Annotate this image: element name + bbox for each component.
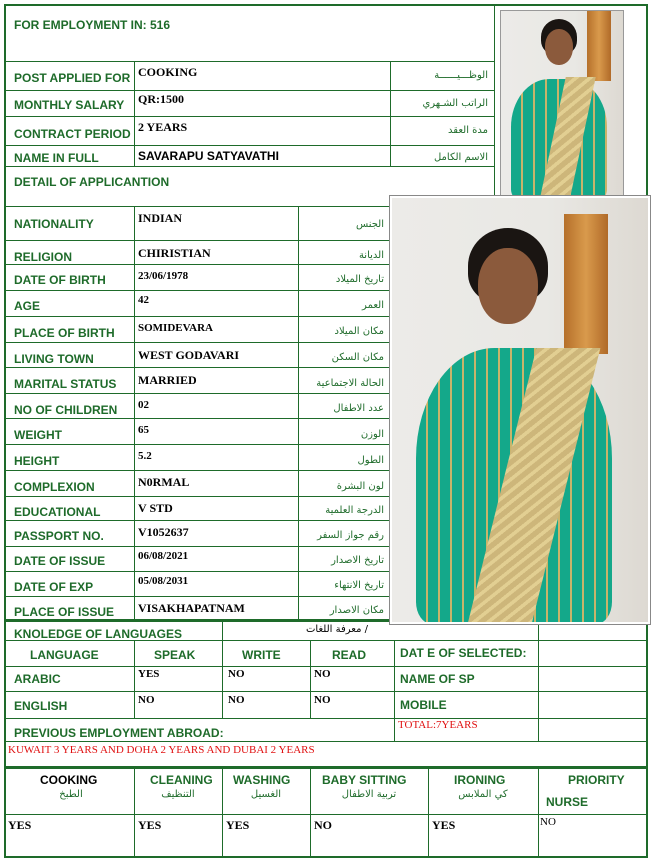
- rule: [6, 520, 390, 521]
- contract-label: CONTRACT PERIOD: [14, 127, 131, 141]
- issue-place-arabic: مكان الاصدار: [329, 605, 384, 616]
- arabic-read: NO: [314, 668, 331, 680]
- rule: [134, 206, 135, 620]
- rule: [310, 769, 311, 856]
- passport-arabic: رقم جواز السفر: [317, 530, 384, 541]
- weight-label: WEIGHT: [14, 428, 62, 442]
- rule: [6, 290, 390, 291]
- nationality-value: INDIAN: [138, 211, 183, 225]
- sp-name-label: NAME OF SP: [400, 672, 475, 686]
- col-speak: SPEAK: [154, 648, 196, 662]
- complexion-value: N0RMAL: [138, 475, 190, 489]
- contract-value: 2 YEARS: [138, 120, 188, 134]
- skill-cooking-label: COOKING: [40, 773, 98, 787]
- rule: [6, 741, 646, 742]
- salary-value: QR:1500: [138, 92, 184, 106]
- pob-label: PLACE OF BIRTH: [14, 326, 115, 340]
- rule: [494, 6, 495, 196]
- detail-heading: DETAIL OF APPLICANTION: [14, 175, 170, 189]
- skill-ironing-arabic: كي الملابس: [458, 789, 508, 800]
- skill-priority-label: PRIORITY: [568, 773, 625, 787]
- age-arabic: العمر: [362, 300, 384, 311]
- religion-arabic: الديانة: [358, 250, 384, 261]
- education-arabic: الدرجة العلمية: [325, 505, 384, 516]
- issue-place-value: VISAKHAPATNAM: [138, 601, 245, 615]
- rule: [6, 691, 646, 692]
- name-arabic: الاسم الكامل: [433, 152, 488, 163]
- salary-arabic: الراتب الشـهري: [422, 98, 488, 109]
- col-write: WRITE: [242, 648, 281, 662]
- rule: [6, 90, 494, 91]
- priority-nurse: NURSE: [546, 795, 589, 809]
- marital-label: MARITAL STATUS: [14, 377, 117, 391]
- living-town-arabic: مكان السكن: [331, 352, 384, 363]
- name-label: NAME IN FULL: [14, 151, 99, 165]
- rule: [390, 61, 391, 166]
- nationality-arabic: الجنس: [355, 219, 384, 230]
- skill-ironing-value: YES: [432, 818, 456, 832]
- passport-label: PASSPORT NO.: [14, 529, 104, 543]
- religion-value: CHIRISTIAN: [138, 246, 211, 260]
- rule: [134, 640, 135, 718]
- rule: [394, 640, 395, 741]
- dob-label: DATE OF BIRTH: [14, 273, 106, 287]
- rule: [6, 61, 494, 62]
- education-value: V STD: [138, 501, 173, 515]
- rule: [6, 418, 390, 419]
- post-applied-label: POST APPLIED FOR: [14, 71, 131, 85]
- rule: [6, 496, 390, 497]
- issue-date-label: DATE OF ISSUE: [14, 554, 106, 568]
- arabic-write: NO: [228, 668, 245, 680]
- arabic-speak: YES: [138, 668, 160, 680]
- lang-arabic: ARABIC: [14, 672, 61, 686]
- dob-value: 23/06/1978: [138, 270, 189, 282]
- rule: [6, 264, 390, 265]
- english-read: NO: [314, 694, 331, 706]
- rule: [6, 116, 494, 117]
- rule: [134, 769, 135, 856]
- height-value: 5.2: [138, 450, 152, 462]
- skill-ironing-label: IRONING: [454, 773, 506, 787]
- english-speak: NO: [138, 694, 155, 706]
- total-years: TOTAL:7YEARS: [398, 719, 478, 731]
- complexion-label: COMPLEXION: [14, 480, 95, 494]
- lang-english: ENGLISH: [14, 699, 68, 713]
- rule: [6, 571, 390, 572]
- rule: [6, 166, 494, 167]
- skill-cleaning-arabic: التنظيف: [161, 789, 195, 800]
- complexion-arabic: لون البشرة: [336, 481, 384, 492]
- rule: [538, 622, 539, 741]
- rule: [6, 814, 646, 815]
- skill-babysitting-label: BABY SITTING: [322, 773, 407, 787]
- exp-date-label: DATE OF EXP: [14, 580, 94, 594]
- languages-heading: KNOLEDGE OF LANGUAGES: [14, 627, 183, 641]
- rule: [222, 622, 223, 718]
- contract-arabic: مدة العقد: [448, 125, 488, 136]
- passport-value: V1052637: [138, 525, 189, 539]
- rule: [6, 666, 646, 667]
- english-write: NO: [228, 694, 245, 706]
- post-applied-arabic: الوظـــيــــــة: [434, 70, 488, 81]
- living-town-label: LIVING TOWN: [14, 352, 94, 366]
- children-value: 02: [138, 399, 149, 411]
- prev-employment-label: PREVIOUS EMPLOYMENT ABROAD:: [14, 726, 224, 740]
- marital-value: MARRIED: [138, 373, 197, 387]
- height-arabic: الطول: [357, 455, 384, 466]
- rule: [6, 240, 390, 241]
- rule: [6, 316, 390, 317]
- marital-arabic: الحالة الاجتماعية: [316, 378, 384, 389]
- salary-label: MONTHLY SALARY: [14, 98, 125, 112]
- application-form: [4, 4, 648, 858]
- skill-washing-arabic: الغسيل: [250, 789, 282, 800]
- employment-title: FOR EMPLOYMENT IN: 516: [14, 18, 171, 32]
- rule: [6, 367, 390, 368]
- skills-divider: [6, 766, 646, 769]
- rule: [298, 206, 299, 620]
- rule: [6, 342, 390, 343]
- skill-priority-value: NO: [540, 816, 556, 828]
- mobile-label: MOBILE: [400, 698, 447, 712]
- weight-arabic: الوزن: [360, 429, 384, 440]
- applicant-photo-large: [390, 196, 650, 624]
- rule: [6, 393, 390, 394]
- skill-babysitting-arabic: تربية الاطفال: [341, 789, 397, 800]
- rule: [310, 640, 311, 718]
- rule: [538, 769, 539, 856]
- rule: [6, 718, 646, 719]
- skill-washing-value: YES: [226, 818, 250, 832]
- issue-place-label: PLACE OF ISSUE: [14, 605, 115, 619]
- rule: [6, 470, 390, 471]
- rule: [222, 769, 223, 856]
- name-value: SAVARAPU SATYAVATHI: [138, 149, 279, 163]
- issue-date-value: 06/08/2021: [138, 550, 189, 562]
- skill-babysitting-value: NO: [314, 818, 332, 832]
- education-label: EDUCATIONAL: [14, 505, 101, 519]
- dob-arabic: تاريخ الميلاد: [335, 274, 384, 285]
- rule: [428, 769, 429, 856]
- rule: [6, 206, 390, 207]
- rule: [6, 145, 494, 146]
- rule: [6, 596, 390, 597]
- age-value: 42: [138, 294, 149, 306]
- children-label: NO OF CHILDREN: [14, 403, 118, 417]
- col-read: READ: [332, 648, 367, 662]
- pob-value: SOMIDEVARA: [138, 322, 213, 334]
- issue-date-arabic: تاريخ الاصدار: [331, 555, 384, 566]
- skill-cleaning-value: YES: [138, 818, 162, 832]
- rule: [134, 61, 135, 166]
- date-selected-label: DAT E OF SELECTED:: [400, 646, 527, 660]
- col-language: LANGUAGE: [30, 648, 99, 662]
- languages-heading-arabic: معرفة اللغات /: [306, 624, 369, 635]
- exp-date-value: 05/08/2031: [138, 575, 189, 587]
- skill-washing-label: WASHING: [233, 773, 291, 787]
- height-label: HEIGHT: [14, 454, 60, 468]
- skill-cleaning-label: CLEANING: [150, 773, 213, 787]
- applicant-photo-small: [500, 10, 624, 198]
- post-applied-value: COOKING: [138, 65, 198, 79]
- skill-cooking-arabic: الطبخ: [59, 789, 83, 800]
- pob-arabic: مكان الميلاد: [334, 326, 384, 337]
- skill-cooking-value: YES: [8, 818, 32, 832]
- rule: [6, 444, 390, 445]
- age-label: AGE: [14, 299, 41, 313]
- exp-date-arabic: تاريخ الانتهاء: [334, 580, 384, 591]
- religion-label: RELIGION: [14, 250, 73, 264]
- rule: [6, 546, 390, 547]
- children-arabic: عدد الاطفال: [333, 403, 384, 414]
- weight-value: 65: [138, 424, 149, 436]
- prev-employment-detail: KUWAIT 3 YEARS AND DOHA 2 YEARS AND DUBAI 2 YEARS: [8, 744, 315, 756]
- nationality-label: NATIONALITY: [14, 217, 94, 231]
- living-town-value: WEST GODAVARI: [138, 348, 240, 362]
